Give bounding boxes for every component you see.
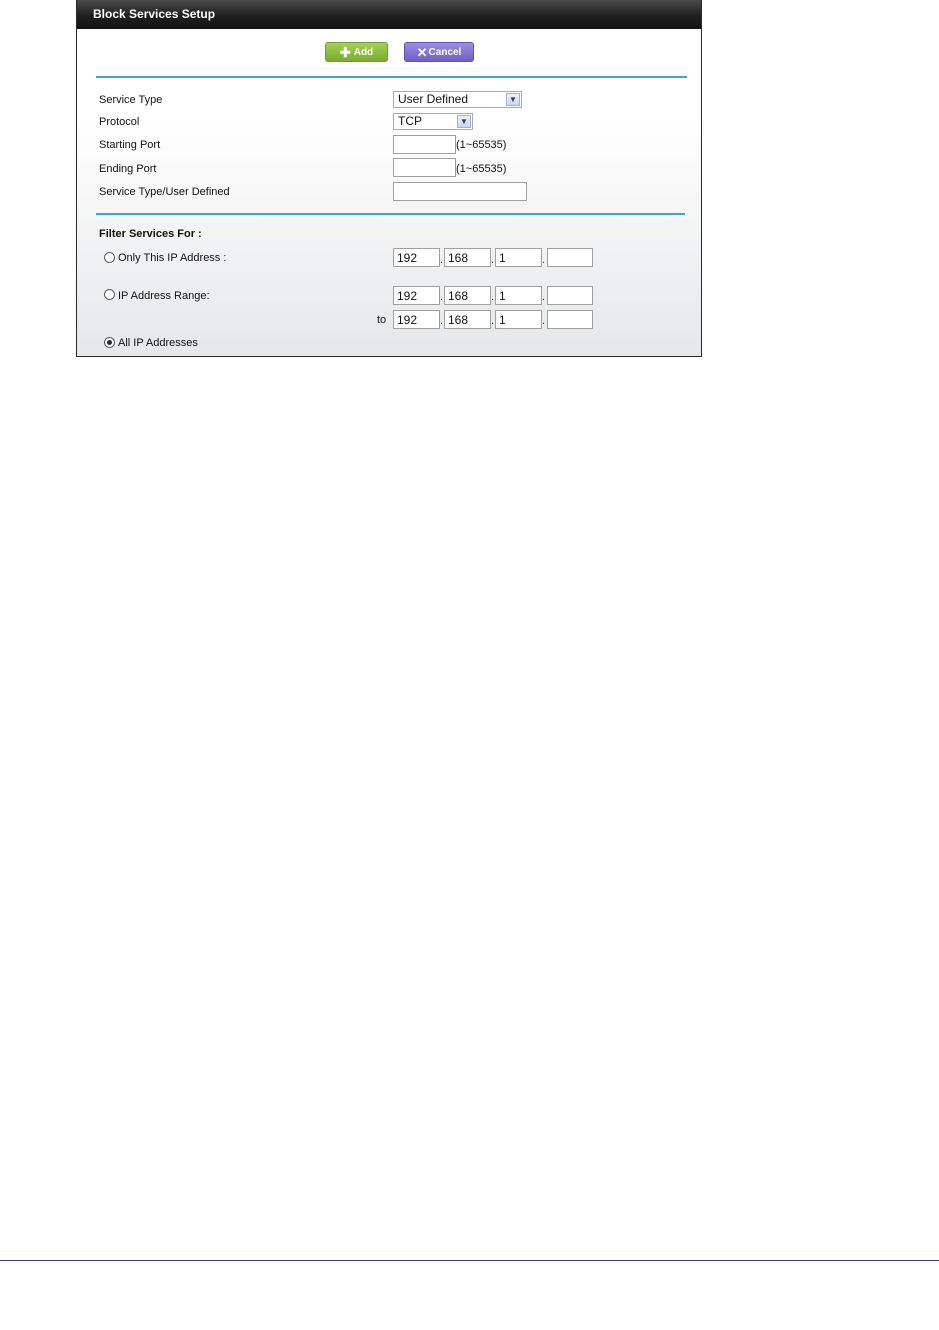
plus-icon: ✚: [339, 44, 351, 60]
range-to-label: to: [377, 314, 387, 326]
ip-dot: .: [440, 291, 444, 303]
ip-dot: .: [440, 315, 444, 327]
range-from-octet-3[interactable]: [495, 286, 542, 305]
ip-dot: .: [491, 254, 495, 266]
ip-range-label: IP Address Range:: [118, 290, 210, 302]
ending-port-hint: (1~65535): [456, 163, 507, 175]
service-type-label: Service Type: [99, 94, 163, 106]
range-to-octet-4[interactable]: [547, 310, 593, 329]
title-bar: [77, 0, 701, 29]
filter-separator: [96, 213, 685, 215]
cancel-button[interactable]: [404, 42, 474, 62]
protocol-select[interactable]: [393, 113, 473, 130]
top-separator: [96, 76, 687, 78]
starting-port-hint: (1~65535): [456, 139, 507, 151]
panel-title: Block Services Setup: [93, 7, 216, 21]
range-to-octet-2[interactable]: [444, 310, 491, 329]
ip-dot: .: [542, 315, 546, 327]
only-ip-octet-4[interactable]: [547, 248, 593, 267]
footer-divider: [0, 1260, 939, 1261]
only-ip-octet-2[interactable]: [444, 248, 491, 267]
user-defined-input[interactable]: [393, 182, 527, 201]
starting-port-label: Starting Port: [99, 139, 161, 151]
chevron-down-icon: ▼: [457, 115, 471, 128]
ip-dot: .: [542, 254, 546, 266]
cancel-button-label: Cancel: [428, 46, 462, 58]
add-button-label: Add: [353, 46, 374, 58]
only-ip-octet-3[interactable]: [495, 248, 542, 267]
only-ip-radio[interactable]: [104, 252, 115, 263]
add-button[interactable]: [325, 42, 388, 62]
only-ip-label: Only This IP Address :: [118, 252, 227, 264]
protocol-label: Protocol: [99, 116, 140, 128]
user-defined-label: Service Type/User Defined: [99, 186, 230, 198]
ip-dot: .: [542, 291, 546, 303]
range-to-octet-1[interactable]: [393, 310, 440, 329]
x-icon: ✕: [416, 44, 428, 60]
filter-heading: Filter Services For :: [99, 228, 202, 240]
ip-dot: .: [491, 315, 495, 327]
range-from-octet-2[interactable]: [444, 286, 491, 305]
range-to-octet-3[interactable]: [495, 310, 542, 329]
ending-port-input[interactable]: [393, 158, 456, 177]
ip-dot: .: [440, 254, 444, 266]
range-from-octet-4[interactable]: [547, 286, 593, 305]
chevron-down-icon: ▼: [506, 93, 520, 106]
only-ip-octet-1[interactable]: [393, 248, 440, 267]
service-type-select[interactable]: [393, 91, 522, 108]
ending-port-label: Ending Port: [99, 163, 157, 175]
range-from-octet-1[interactable]: [393, 286, 440, 305]
ip-range-radio[interactable]: [104, 289, 115, 300]
block-services-panel: [76, 0, 702, 357]
ip-dot: .: [491, 291, 495, 303]
service-type-value: User Defined: [398, 92, 469, 106]
protocol-value: TCP: [398, 114, 422, 128]
starting-port-input[interactable]: [393, 135, 456, 154]
all-ip-label: All IP Addresses: [118, 337, 198, 349]
all-ip-radio[interactable]: [104, 337, 115, 348]
